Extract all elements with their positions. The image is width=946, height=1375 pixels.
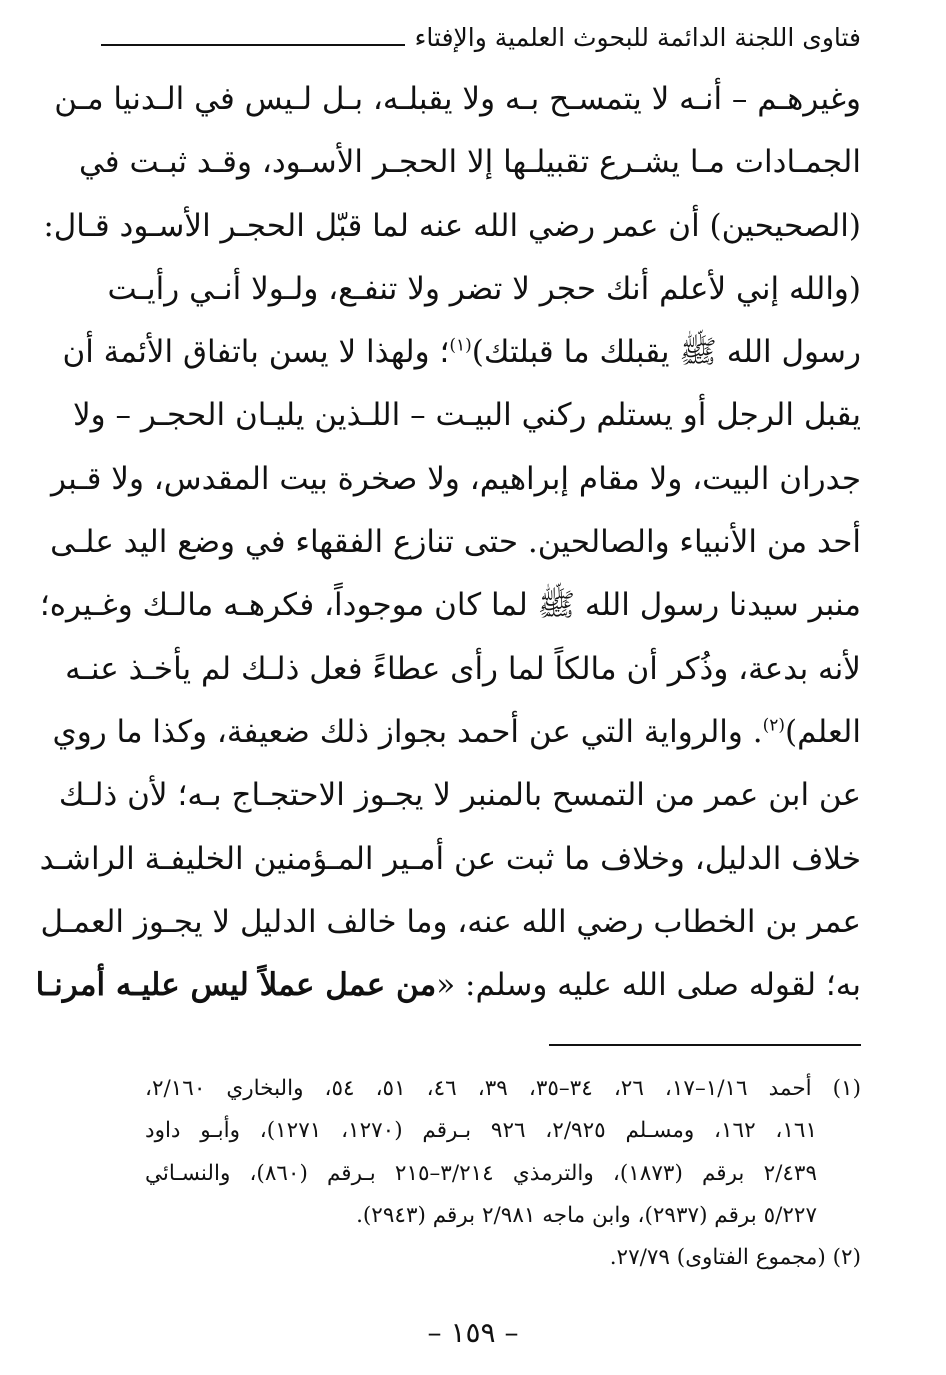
footnote-line: (١) أحمد ١/١٦–١٧، ٢٦، ٣٤–٣٥، ٣٩، ٤٦، ٥١، ٥٤، والبخاري ٢/١٦٠،: [145, 1076, 861, 1101]
body-line: جدران البيت، ولا مقام إبراهيم، ولا صخرة بيت المقدس، ولا قـبر: [51, 460, 861, 497]
footnote-line: ١٦١، ١٦٢، ومسـلم ٢/٩٢٥، ٩٢٦ بـرقم (١٢٧٠، ١٢٧١)، وأبـو داود: [145, 1118, 818, 1144]
footnote-line: ٢/٤٣٩ برقم (١٨٧٣)، والترمذي ٣/٢١٤–٢١٥ بـرقم (٨٦٠)، والنسـائي: [145, 1160, 818, 1186]
body-line: عمر بن الخطاب رضي الله عنه، وما خالف الدليل لا يجـوز العمـل: [40, 903, 861, 940]
page-number: – ١٥٩ –: [427, 1316, 519, 1349]
body-line-part: رسول الله ﷺ يقبلك ما قبلتك): [471, 334, 861, 371]
footnote-ref-2: (٢): [762, 715, 785, 736]
body-line: وغيرهـم – أنـه لا يتمسـح بـه ولا يقبلـه، بـل لـيس في الـدنيا مـن: [54, 81, 861, 117]
body-line: عن ابن عمر من التمسح بالمنبر لا يجـوز الاحتجـاج بـه؛ لأن ذلـك: [58, 777, 861, 814]
footnotes: [145, 1068, 861, 1279]
body-line: [52, 701, 861, 764]
body-line-part: . والرواية التي عن أحمد بجواز ذلك ضعيفة، وكذا ما روي: [52, 713, 763, 750]
running-header: [101, 18, 861, 52]
footnote-line: (٢) (مجموع الفتاوى) ٢٧/٧٩.: [609, 1245, 861, 1271]
body-line: لأنه بدعة، وذُكر أن مالكاً لما رأى عطاءً فعل ذلـك لم يأخـذ عنـه: [65, 650, 861, 687]
body-line: [62, 321, 861, 384]
body-line: [35, 954, 861, 1017]
body-line: خلاف الدليل، وخلاف ما ثبت عن أمـير المـؤمنين الخليفـة الراشـد: [39, 840, 861, 877]
body-line: (والله إني لأعلم أنك حجر لا تضر ولا تنفـع، ولـولا أنـي رأيـت: [107, 270, 861, 307]
hadith-quote: من عمل عملاً ليس عليـه أمرنـا: [35, 967, 437, 1004]
header-rule: [101, 44, 405, 46]
running-title: فتاوى اللجنة الدائمة للبحوث العلمية والإفتاء: [414, 23, 861, 52]
body-line-part: به؛ لقوله صلى الله عليه وسلم: «: [436, 967, 861, 1004]
body-line-part: العلم): [784, 713, 861, 750]
body-text: [35, 68, 861, 1017]
body-line: أحد من الأنبياء والصالحين. حتى تنازع الفقهاء في وضع اليد علـى: [50, 524, 861, 561]
body-line: الجمـادات مـا يشـرع تقبيلـها إلا الحجـر الأسـود، وقـد ثبـت في: [78, 144, 861, 181]
footnote-separator: [549, 1044, 861, 1046]
body-line: يقبل الرجل أو يستلم ركني البيـت – اللـذين يليـان الحجـر – ولا: [72, 397, 861, 434]
body-line: منبر سيدنا رسول الله ﷺ لما كان موجوداً، فكرهـه مالـك وغـيره؛: [39, 587, 861, 624]
body-line: (الصحيحين) أن عمر رضي الله عنه لما قبّل الحجـر الأسـود قـال:: [43, 207, 861, 244]
footnote-ref-1: (١): [449, 335, 472, 356]
body-line-part: ؛ ولهذا لا يسن باتفاق الأئمة أن: [62, 334, 450, 371]
footnote-line: ٥/٢٢٧ برقم (٢٩٣٧)، وابن ماجه ٢/٩٨١ برقم (٢٩٤٣).: [356, 1202, 817, 1228]
